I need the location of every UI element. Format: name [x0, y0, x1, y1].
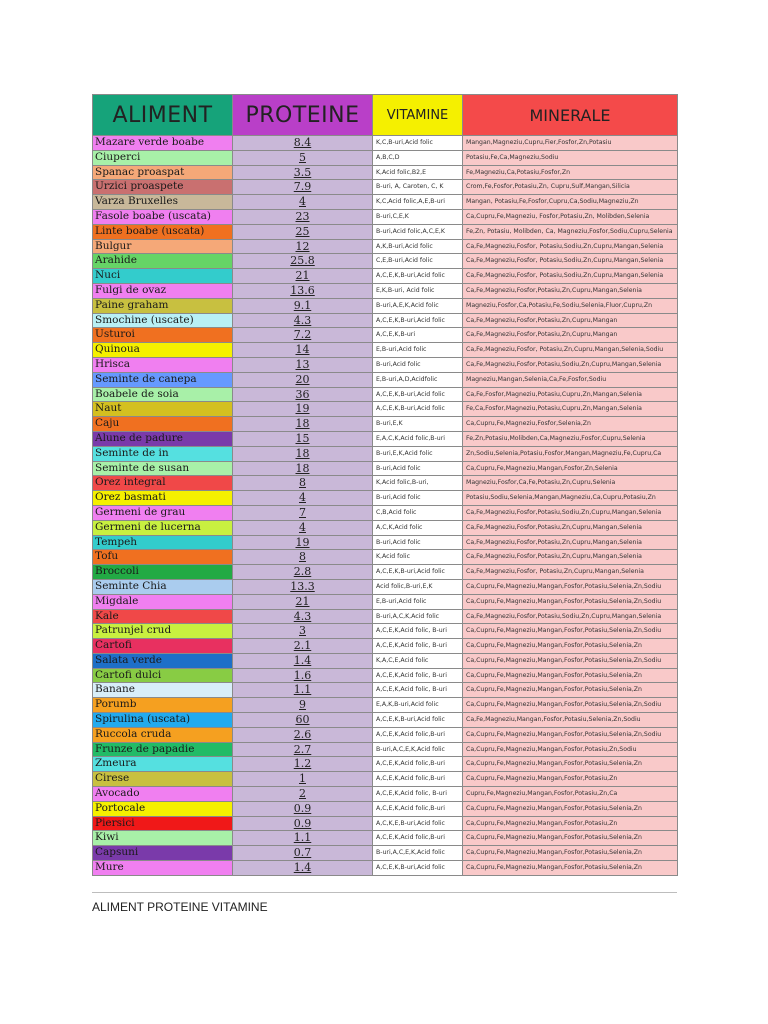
minerals-cell: Potasiu,Fe,Ca,Magneziu,Sodiu — [463, 150, 678, 165]
table-row — [93, 609, 678, 624]
food-name-cell: Usturoi — [93, 328, 233, 343]
protein-cell: 19 — [233, 535, 373, 550]
vitamins-cell: B-uri,Acid folic,A,C,E,K — [373, 224, 463, 239]
minerals-cell: Ca,Fe,Magneziu,Fosfor,Potasiu,Zn,Cupru,Mangan — [463, 313, 678, 328]
minerals-cell: Crom,Fe,Fosfor,Potasiu,Zn, Cupru,Sulf,Mangan,Silicia — [463, 180, 678, 195]
minerals-cell: Ca,Cupru,Fe,Magneziu, Fosfor,Potasiu,Zn, Molibden,Selenia — [463, 209, 678, 224]
table-row — [93, 713, 678, 728]
food-name-cell: Fasole boabe (uscata) — [93, 209, 233, 224]
vitamins-cell: A,C,E,K,Acid folic,B-uri — [373, 801, 463, 816]
food-name-cell: Broccoli — [93, 565, 233, 580]
minerals-cell: Ca,Cupru,Fe,Magneziu,Mangan,Fosfor,Potasiu,Selenia,Zn — [463, 668, 678, 683]
protein-cell: 9.1 — [233, 298, 373, 313]
table-row — [93, 520, 678, 535]
table-body — [93, 136, 678, 876]
protein-cell: 7 — [233, 505, 373, 520]
food-name-cell: Seminte Chia — [93, 579, 233, 594]
protein-cell: 8.4 — [233, 136, 373, 151]
table-row — [93, 446, 678, 461]
vitamins-cell: E,A,C,K,Acid folic,B-uri — [373, 431, 463, 446]
table-row — [93, 624, 678, 639]
table-row — [93, 831, 678, 846]
vitamins-cell: A,C,E,K,Acid folic, B-uri — [373, 639, 463, 654]
table-row — [93, 417, 678, 432]
food-name-cell: Migdale — [93, 594, 233, 609]
vitamins-cell: A,C,E,K,Acid folic,B-uri — [373, 772, 463, 787]
table-row — [93, 165, 678, 180]
minerals-cell: Fe,Zn,Potasiu,Molibden,Ca,Magneziu,Fosfor,Cupru,Selenia — [463, 431, 678, 446]
food-name-cell: Hrisca — [93, 357, 233, 372]
protein-cell: 21 — [233, 594, 373, 609]
protein-cell: 60 — [233, 713, 373, 728]
minerals-cell: Ca,Fe,Fosfor,Magneziu,Potasiu,Cupru,Zn,Mangan,Selenia — [463, 387, 678, 402]
protein-cell: 1.1 — [233, 683, 373, 698]
minerals-cell: Fe,Magneziu,Ca,Potasiu,Fosfor,Zn — [463, 165, 678, 180]
food-name-cell: Smochine (uscate) — [93, 313, 233, 328]
minerals-cell: Ca,Cupru,Fe,Magneziu,Mangan,Fosfor,Potasiu,Selenia,Zn — [463, 831, 678, 846]
food-name-cell: Cartofi dulci — [93, 668, 233, 683]
minerals-cell: Ca,Cupru,Fe,Magneziu,Mangan,Fosfor,Potasiu,Selenia,Zn — [463, 639, 678, 654]
vitamins-cell: A,C,E,K,Acid folic,B-uri — [373, 757, 463, 772]
minerals-cell: Ca,Fe,Magneziu,Fosfor,Potasiu,Sodiu,Zn,Cupru,Mangan,Selenia — [463, 357, 678, 372]
minerals-cell: Ca,Fe,Magneziu,Fosfor,Potasiu,Zn,Cupru,Mangan — [463, 328, 678, 343]
minerals-cell: Ca,Fe,Magneziu,Fosfor, Potasiu,Sodiu,Zn,Cupru,Mangan,Selenia — [463, 254, 678, 269]
header-aliment: ALIMENT — [93, 95, 233, 136]
protein-cell: 9 — [233, 698, 373, 713]
protein-cell: 1.6 — [233, 668, 373, 683]
minerals-cell: Magneziu,Fosfor,Ca,Fe,Potasiu,Zn,Cupru,Selenia — [463, 476, 678, 491]
minerals-cell: Ca,Cupru,Fe,Magneziu,Mangan,Fosfor,Potasiu,Zn,Sodiu — [463, 742, 678, 757]
header-minerale: MINERALE — [463, 95, 678, 136]
protein-cell: 8 — [233, 550, 373, 565]
table-row — [93, 772, 678, 787]
minerals-cell: Ca,Fe,Magneziu,Fosfor, Potasiu,Zn,Cupru,Mangan,Selenia,Sodiu — [463, 343, 678, 358]
minerals-cell: Ca,Cupru,Fe,Magneziu,Mangan,Fosfor,Potasiu,Selenia,Zn,Sodiu — [463, 698, 678, 713]
vitamins-cell: A,C,E,K,B-uri,Acid folic — [373, 713, 463, 728]
protein-cell: 23 — [233, 209, 373, 224]
table-row — [93, 698, 678, 713]
vitamins-cell: A,C,E,K,Acid folic, B-uri — [373, 683, 463, 698]
food-name-cell: Seminte de susan — [93, 461, 233, 476]
table-row — [93, 683, 678, 698]
table-row — [93, 328, 678, 343]
food-name-cell: Naut — [93, 402, 233, 417]
table-row — [93, 639, 678, 654]
food-name-cell: Kale — [93, 609, 233, 624]
food-name-cell: Orez integral — [93, 476, 233, 491]
table-row — [93, 239, 678, 254]
table-row — [93, 579, 678, 594]
food-name-cell: Boabele de soia — [93, 387, 233, 402]
food-name-cell: Seminte de canepa — [93, 372, 233, 387]
minerals-cell: Ca,Cupru,Fe,Magneziu,Mangan,Fosfor,Potasiu,Selenia,Zn,Sodiu — [463, 727, 678, 742]
protein-cell: 2.7 — [233, 742, 373, 757]
minerals-cell: Ca,Cupru,Fe,Magneziu,Mangan,Fosfor,Potasiu,Selenia,Zn — [463, 801, 678, 816]
vitamins-cell: C,E,B-uri,Acid folic — [373, 254, 463, 269]
vitamins-cell: A,C,E,K,B-uri,Acid folic — [373, 861, 463, 876]
table-row — [93, 357, 678, 372]
table-row — [93, 461, 678, 476]
protein-cell: 13.3 — [233, 579, 373, 594]
table-row — [93, 431, 678, 446]
minerals-cell: Zn,Sodiu,Selenia,Potasiu,Fosfor,Mangan,Magneziu,Fe,Cupru,Ca — [463, 446, 678, 461]
vitamins-cell: A,C,E,K,B-uri,Acid folic — [373, 402, 463, 417]
divider-line — [92, 892, 677, 893]
nutrition-table — [92, 94, 678, 876]
protein-cell: 1.4 — [233, 653, 373, 668]
food-name-cell: Tofu — [93, 550, 233, 565]
table-row — [93, 653, 678, 668]
protein-cell: 1.4 — [233, 861, 373, 876]
vitamins-cell: K,Acid folic,B-uri, — [373, 476, 463, 491]
protein-cell: 25 — [233, 224, 373, 239]
minerals-cell: Ca,Cupru,Fe,Magneziu,Mangan,Fosfor,Potasiu,Zn — [463, 772, 678, 787]
vitamins-cell: B-uri,E,K,Acid folic — [373, 446, 463, 461]
protein-cell: 4 — [233, 520, 373, 535]
protein-cell: 3.5 — [233, 165, 373, 180]
table-row — [93, 180, 678, 195]
vitamins-cell: A,B,C,D — [373, 150, 463, 165]
protein-cell: 8 — [233, 476, 373, 491]
table-row — [93, 727, 678, 742]
protein-cell: 4.3 — [233, 313, 373, 328]
minerals-cell: Fe,Ca,Fosfor,Magneziu,Potasiu,Cupru,Zn,Mangan,Selenia — [463, 402, 678, 417]
header-row — [93, 95, 678, 136]
protein-cell: 7.2 — [233, 328, 373, 343]
vitamins-cell: A,C,E,K,Acid folic, B-uri — [373, 624, 463, 639]
food-name-cell: Germeni de lucerna — [93, 520, 233, 535]
food-name-cell: Ciuperci — [93, 150, 233, 165]
header-proteine: PROTEINE — [233, 95, 373, 136]
food-name-cell: Spirulina (uscata) — [93, 713, 233, 728]
vitamins-cell: A,C,E,K,B-uri,Acid folic — [373, 565, 463, 580]
protein-cell: 2.6 — [233, 727, 373, 742]
food-name-cell: Cartofi — [93, 639, 233, 654]
food-name-cell: Piersici — [93, 816, 233, 831]
minerals-cell: Ca,Fe,Magneziu,Fosfor,Potasiu,Zn,Cupru,Mangan,Selenia — [463, 283, 678, 298]
table-row — [93, 861, 678, 876]
protein-cell: 4 — [233, 491, 373, 506]
vitamins-cell: A,K,B-uri,Acid folic — [373, 239, 463, 254]
table-row — [93, 150, 678, 165]
header-vitamine: VITAMINE — [373, 95, 463, 136]
vitamins-cell: B-uri,Acid folic — [373, 535, 463, 550]
food-name-cell: Avocado — [93, 787, 233, 802]
table-row — [93, 505, 678, 520]
food-name-cell: Linte boabe (uscata) — [93, 224, 233, 239]
table-row — [93, 816, 678, 831]
protein-cell: 2 — [233, 787, 373, 802]
protein-cell: 4.3 — [233, 609, 373, 624]
vitamins-cell: K,Acid folic — [373, 550, 463, 565]
food-name-cell: Fulgi de ovaz — [93, 283, 233, 298]
table-row — [93, 313, 678, 328]
minerals-cell: Ca,Fe,Magneziu,Fosfor, Potasiu,Sodiu,Zn,Cupru,Mangan,Selenia — [463, 269, 678, 284]
table-row — [93, 565, 678, 580]
minerals-cell: Ca,Fe,Magneziu,Fosfor,Potasiu,Sodiu,Zn,Cupru,Mangan,Selenia — [463, 609, 678, 624]
food-name-cell: Arahide — [93, 254, 233, 269]
minerals-cell: Ca,Fe,Magneziu,Fosfor, Potasiu,Zn,Cupru,Mangan,Selenia — [463, 565, 678, 580]
minerals-cell: Magneziu,Fosfor,Ca,Potasiu,Fe,Sodiu,Selenia,Fluor,Cupru,Zn — [463, 298, 678, 313]
table-row — [93, 402, 678, 417]
protein-cell: 36 — [233, 387, 373, 402]
protein-cell: 12 — [233, 239, 373, 254]
table-row — [93, 343, 678, 358]
food-name-cell: Porumb — [93, 698, 233, 713]
table-row — [93, 372, 678, 387]
food-name-cell: Patrunjel crud — [93, 624, 233, 639]
table-row — [93, 668, 678, 683]
minerals-cell: Ca,Fe,Magneziu,Fosfor,Potasiu,Sodiu,Zn,Cupru,Mangan,Selenia — [463, 505, 678, 520]
food-name-cell: Seminte de in — [93, 446, 233, 461]
protein-cell: 13.6 — [233, 283, 373, 298]
vitamins-cell: A,C,K,Acid folic — [373, 520, 463, 535]
food-name-cell: Zmeura — [93, 757, 233, 772]
minerals-cell: Ca,Cupru,Fe,Magneziu,Mangan,Fosfor,Potasiu,Selenia,Zn — [463, 846, 678, 861]
food-name-cell: Tempeh — [93, 535, 233, 550]
table-row — [93, 387, 678, 402]
vitamins-cell: B-uri,Acid folic — [373, 357, 463, 372]
vitamins-cell: K,C,Acid folic,A,E,B-uri — [373, 195, 463, 210]
vitamins-cell: A,C,K,E,B-uri,Acid folic — [373, 816, 463, 831]
minerals-cell: Cupru,Fe,Magneziu,Mangan,Fosfor,Potasiu,Zn,Ca — [463, 787, 678, 802]
protein-cell: 2.8 — [233, 565, 373, 580]
food-name-cell: Germeni de grau — [93, 505, 233, 520]
vitamins-cell: B-uri,E,K — [373, 417, 463, 432]
table-row — [93, 195, 678, 210]
vitamins-cell: K,C,B-uri,Acid folic — [373, 136, 463, 151]
minerals-cell: Ca,Cupru,Fe,Magneziu,Mangan,Fosfor,Potasiu,Selenia,Zn,Sodiu — [463, 624, 678, 639]
vitamins-cell: A,C,E,K,B-uri,Acid folic — [373, 269, 463, 284]
food-name-cell: Urzici proaspete — [93, 180, 233, 195]
vitamins-cell: A,C,E,K,B-uri,Acid folic — [373, 387, 463, 402]
protein-cell: 15 — [233, 431, 373, 446]
food-name-cell: Ruccola cruda — [93, 727, 233, 742]
minerals-cell: Ca,Cupru,Fe,Magneziu,Mangan,Fosfor,Potasiu,Selenia,Zn — [463, 757, 678, 772]
vitamins-cell: A,C,E,K,B-uri — [373, 328, 463, 343]
protein-cell: 18 — [233, 461, 373, 476]
food-name-cell: Mazare verde boabe — [93, 136, 233, 151]
vitamins-cell: K,A,C,E,Acid folic — [373, 653, 463, 668]
protein-cell: 13 — [233, 357, 373, 372]
minerals-cell: Fe,Zn, Potasiu, Molibden, Ca, Magneziu,Fosfor,Sodiu,Cupru,Selenia — [463, 224, 678, 239]
protein-cell: 3 — [233, 624, 373, 639]
vitamins-cell: C,B,Acid folic — [373, 505, 463, 520]
vitamins-cell: B-uri,C,E,K — [373, 209, 463, 224]
document-caption: ALIMENT PROTEINE VITAMINE — [92, 900, 268, 914]
table-row — [93, 801, 678, 816]
protein-cell: 21 — [233, 269, 373, 284]
table-row — [93, 136, 678, 151]
minerals-cell: Ca,Cupru,Fe,Magneziu,Mangan,Fosfor,Zn,Selenia — [463, 461, 678, 476]
food-name-cell: Spanac proaspat — [93, 165, 233, 180]
vitamins-cell: B-uri,A,C,E,K,Acid folic — [373, 742, 463, 757]
table-row — [93, 787, 678, 802]
food-name-cell: Quinoua — [93, 343, 233, 358]
vitamins-cell: K,Acid folic,B2,E — [373, 165, 463, 180]
table-row — [93, 283, 678, 298]
protein-cell: 4 — [233, 195, 373, 210]
minerals-cell: Ca,Cupru,Fe,Magneziu,Mangan,Fosfor,Potasiu,Selenia,Zn — [463, 861, 678, 876]
table-row — [93, 491, 678, 506]
food-name-cell: Paine graham — [93, 298, 233, 313]
table-row — [93, 476, 678, 491]
minerals-cell: Mangan,Magneziu,Cupru,Fier,Fosfor,Zn,Potasiu — [463, 136, 678, 151]
food-name-cell: Varza Bruxelles — [93, 195, 233, 210]
food-name-cell: Capsuni — [93, 846, 233, 861]
vitamins-cell: E,B-uri,Acid folic — [373, 594, 463, 609]
vitamins-cell: A,C,E,K,Acid folic, B-uri — [373, 787, 463, 802]
vitamins-cell: B-uri,A,E,K,Acid folic — [373, 298, 463, 313]
protein-cell: 20 — [233, 372, 373, 387]
table-row — [93, 209, 678, 224]
minerals-cell: Ca,Cupru,Fe,Magneziu,Mangan,Fosfor,Potasiu,Selenia,Zn — [463, 683, 678, 698]
minerals-cell: Ca,Fe,Magneziu,Fosfor, Potasiu,Sodiu,Zn,Cupru,Mangan,Selenia — [463, 239, 678, 254]
food-name-cell: Nuci — [93, 269, 233, 284]
vitamins-cell: A,C,E,K,B-uri,Acid folic — [373, 313, 463, 328]
minerals-cell: Ca,Cupru,Fe,Magneziu,Mangan,Fosfor,Potasiu,Selenia,Zn,Sodiu — [463, 594, 678, 609]
vitamins-cell: B-uri,A,C,E,K,Acid folic — [373, 846, 463, 861]
table-row — [93, 254, 678, 269]
protein-cell: 5 — [233, 150, 373, 165]
protein-cell: 19 — [233, 402, 373, 417]
food-name-cell: Bulgur — [93, 239, 233, 254]
protein-cell: 2.1 — [233, 639, 373, 654]
protein-cell: 14 — [233, 343, 373, 358]
protein-cell: 0.9 — [233, 801, 373, 816]
food-name-cell: Mure — [93, 861, 233, 876]
food-name-cell: Caju — [93, 417, 233, 432]
protein-cell: 18 — [233, 417, 373, 432]
protein-cell: 0.9 — [233, 816, 373, 831]
minerals-cell: Ca,Cupru,Fe,Magneziu,Mangan,Fosfor,Potasiu,Zn — [463, 816, 678, 831]
vitamins-cell: E,B-uri,A,D,Acidfolic — [373, 372, 463, 387]
food-name-cell: Portocale — [93, 801, 233, 816]
table-row — [93, 742, 678, 757]
table-row — [93, 298, 678, 313]
protein-cell: 1 — [233, 772, 373, 787]
table-row — [93, 550, 678, 565]
vitamins-cell: B-uri,A,C,K,Acid folic — [373, 609, 463, 624]
minerals-cell: Ca,Fe,Magneziu,Fosfor,Potasiu,Zn,Cupru,Mangan,Selenia — [463, 535, 678, 550]
minerals-cell: Potasiu,Sodiu,Selenia,Mangan,Magneziu,Ca,Cupru,Potasiu,Zn — [463, 491, 678, 506]
protein-cell: 18 — [233, 446, 373, 461]
vitamins-cell: E,B-uri,Acid folic — [373, 343, 463, 358]
protein-cell: 25.8 — [233, 254, 373, 269]
vitamins-cell: A,C,E,K,Acid folic,B-uri — [373, 727, 463, 742]
food-name-cell: Alune de padure — [93, 431, 233, 446]
food-name-cell: Frunze de papadie — [93, 742, 233, 757]
vitamins-cell: A,C,E,K,Acid folic,B-uri — [373, 831, 463, 846]
food-name-cell: Cirese — [93, 772, 233, 787]
vitamins-cell: B-uri, A, Caroten, C, K — [373, 180, 463, 195]
table-row — [93, 224, 678, 239]
table-row — [93, 757, 678, 772]
minerals-cell: Ca,Fe,Magneziu,Mangan,Fosfor,Potasiu,Selenia,Zn,Sodiu — [463, 713, 678, 728]
protein-cell: 1.2 — [233, 757, 373, 772]
minerals-cell: Ca,Fe,Magneziu,Fosfor,Potasiu,Zn,Cupru,Mangan,Selenia — [463, 520, 678, 535]
vitamins-cell: B-uri,Acid folic — [373, 491, 463, 506]
minerals-cell: Ca,Fe,Magneziu,Fosfor,Potasiu,Zn,Cupru,Mangan,Selenia — [463, 550, 678, 565]
minerals-cell: Magneziu,Mangan,Selenia,Ca,Fe,Fosfor,Sodiu — [463, 372, 678, 387]
protein-cell: 0.7 — [233, 846, 373, 861]
minerals-cell: Mangan, Potasiu,Fe,Fosfor,Cupru,Ca,Sodiu,Magneziu,Zn — [463, 195, 678, 210]
vitamins-cell: A,C,E,K,Acid folic, B-uri — [373, 668, 463, 683]
minerals-cell: Ca,Cupru,Fe,Magneziu,Mangan,Fosfor,Potasiu,Selenia,Zn,Sodiu — [463, 579, 678, 594]
food-name-cell: Banane — [93, 683, 233, 698]
food-name-cell: Orez basmati — [93, 491, 233, 506]
minerals-cell: Ca,Cupru,Fe,Magneziu,Mangan,Fosfor,Potasiu,Selenia,Zn,Sodiu — [463, 653, 678, 668]
protein-cell: 1.1 — [233, 831, 373, 846]
food-name-cell: Kiwi — [93, 831, 233, 846]
table-row — [93, 269, 678, 284]
vitamins-cell: B-uri,Acid folic — [373, 461, 463, 476]
table-row — [93, 535, 678, 550]
minerals-cell: Ca,Cupru,Fe,Magneziu,Fosfor,Selenia,Zn — [463, 417, 678, 432]
vitamins-cell: E,K,B-uri, Acid folic — [373, 283, 463, 298]
vitamins-cell: E,A,K,B-uri,Acid folic — [373, 698, 463, 713]
table-row — [93, 846, 678, 861]
food-name-cell: Salata verde — [93, 653, 233, 668]
protein-cell: 7.9 — [233, 180, 373, 195]
vitamins-cell: Acid folic,B-uri,E,K — [373, 579, 463, 594]
table-row — [93, 594, 678, 609]
